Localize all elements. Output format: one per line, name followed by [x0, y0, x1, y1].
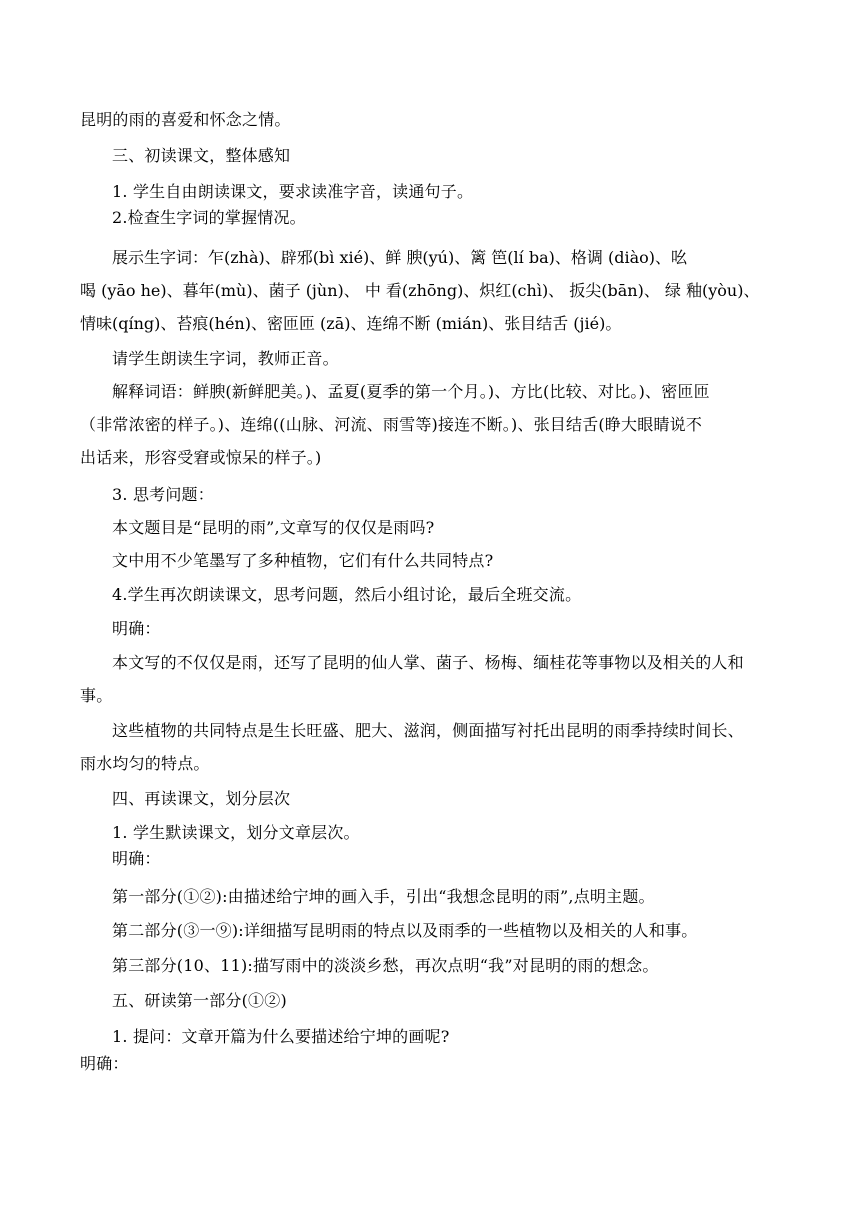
paragraph-line: 第二部分(③一⑨):详细描写昆明雨的特点以及雨季的一些植物以及相关的人和事。	[112, 921, 698, 940]
paragraph-line: 本文写的不仅仅是雨，还写了昆明的仙人掌、菌子、杨梅、缅桂花等事物以及相关的人和	[112, 653, 744, 672]
paragraph-line: 3. 思考问题：	[112, 485, 214, 504]
section-heading: 四、再读课文，划分层次	[112, 789, 291, 808]
paragraph-line: 事。	[80, 686, 113, 705]
paragraph-line: 喝 (yāo he)、暮年(mù)、菌子 (jùn)、 中 看(zhōng)、炽红(chì)、 扳尖(bān)、 绿 釉(yòu)、	[80, 281, 760, 300]
paragraph-line: 1. 学生自由朗读课文，要求读准字音，读通句子。	[112, 182, 474, 201]
paragraph-line: 请学生朗读生字词，教师正音。	[112, 349, 339, 368]
paragraph-line: 2.检查生字词的掌握情况。	[112, 208, 306, 227]
section-heading: 五、研读第一部分(①②)	[112, 991, 287, 1010]
paragraph-line: 明确：	[80, 1054, 129, 1073]
paragraph-line: 1. 学生默读课文，划分文章层次。	[112, 823, 360, 842]
paragraph-line: 情味(qíng)、苔痕(hén)、密匝匝 (zā)、连绵不断 (mián)、张目结舌 (jié)。	[80, 314, 622, 333]
paragraph-line: 昆明的雨的喜爱和怀念之情。	[80, 110, 291, 129]
paragraph-line: 第一部分(①②):由描述给宁坤的画入手，引出“我想念昆明的雨”,点明主题。	[112, 887, 655, 906]
paragraph-line: 雨水均匀的特点。	[80, 754, 210, 773]
paragraph-line: 出话来，形容受窘或惊呆的样子。)	[80, 448, 322, 467]
paragraph-line: 明确：	[112, 849, 161, 868]
paragraph-line: 这些植物的共同特点是生长旺盛、肥大、滋润，侧面描写衬托出昆明的雨季持续时间长、	[112, 721, 744, 740]
paragraph-line: 第三部分(10、11):描写雨中的淡淡乡愁，再次点明“我”对昆明的雨的想念。	[112, 956, 659, 975]
paragraph-line: 4.学生再次朗读课文，思考问题，然后小组讨论，最后全班交流。	[112, 585, 582, 604]
paragraph-line: 文中用不少笔墨写了多种植物，它们有什么共同特点?	[112, 551, 494, 570]
paragraph-line: （非常浓密的样子。)、连绵((山脉、河流、雨雪等)接连不断。)、张目结舌(睁大眼睛说不	[80, 415, 703, 434]
paragraph-line: 1. 提问：文章开篇为什么要描述给宁坤的画呢?	[112, 1027, 450, 1046]
section-heading: 三、初读课文，整体感知	[112, 146, 291, 165]
paragraph-line: 本文题目是“昆明的雨”,文章写的仅仅是雨吗?	[112, 518, 435, 537]
paragraph-line: 明确：	[112, 619, 161, 638]
paragraph-line: 展示生字词：乍(zhà)、辟邪(bì xié)、鲜 腴(yú)、篱 笆(lí ba)、格调 (diào)、吆	[112, 248, 687, 267]
paragraph-line: 解释词语：鲜腴(新鲜肥美。)、孟夏(夏季的第一个月。)、方比(比较、对比。)、密匝匝	[112, 382, 710, 401]
